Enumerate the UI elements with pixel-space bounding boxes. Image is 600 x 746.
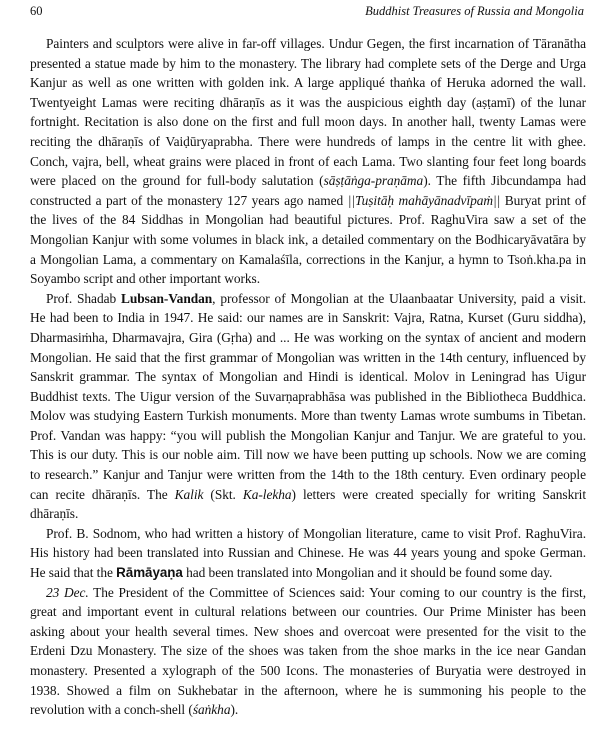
- text-run: , professor of Mongolian at the Ulaanbaatar University, paid a visit. He had been to India in 1947. He said: our names are in Sanskrit: Vajra, Ratna, Kurset (Guru siddha), Dharmasiṁha, Dharmavajra, Gira (Gṛha) and ... He was working on the syntax of ancient and modern Mongolian. He said that the first grammar of Mongolian was written in the 14th century, influenced by Sanskrit grammar. The syntax of Mongolian and Hindi is identical. Molov in Leningrad has Uigur Buddhist texts. The Uigur version of the Suvarṇaprabhāsa was published in the Bibliotheca Buddhica. Molov was studying Eastern Turkish monuments. More than twenty Lamas wrote sumbums in Tibetan. Prof. Vandan was happy: “you will publish the Mongolian Kanjur and Tanjur. We are grateful to you. This is our duty. This is our noble aim. Till now we have been putting up schools. Now we are coming to research.” Kanjur and Tanjur were written from the 14th to the 18th century. Even ordinary people can recite dhāraṇīs. The: [30, 290, 587, 502]
- italic-term: Ka-lekha: [242, 486, 292, 502]
- paragraph-23-dec: [30, 583, 586, 720]
- paragraph-monastery-visit: [30, 34, 586, 289]
- text-run: had been translated into Mongolian and it should be found some day.: [182, 565, 553, 581]
- text-run: Prof. B. Sodnom, who had written a history of Mongolian literature, came to visit Prof. RaghuVira. His history had been translated into Russian and Chinese. He was 44 years young and spoke German. He said that the: [30, 525, 586, 581]
- paragraph-sodnom: [30, 524, 586, 583]
- text-run: Buryat print of the lives of the 84 Siddhas in Mongolian had beautiful pictures. Prof. RaghuVira saw a set of the Mongolian Kanjur with some volumes in black ink, a detailed commentary on the Bodhicaryāvatāra by a Mongolian Lama, a commentary on Kamalaśīla, corrections in the Kanjur, a hymn to Tsoṅ.kha.pa in Soyambo script and other important works.: [30, 192, 586, 287]
- italic-term: sāṣṭāṅga-praṇāma: [323, 173, 424, 189]
- text-run: Painters and sculptors were alive in far-off villages. Undur Gegen, the first incarnation of Tāranātha presented a statue made by him to the monastery. The library had complete sets of the Derge and Urga Kanjur as well as one written with golden ink. A large appliqué thaṅka of Heruka adorned the wall. Twentyeight Lamas were reciting dhāraṇīs as it was the auspicious eighth day (aṣṭamī) of the lunar fortnight. Recitation is also done on the first and full moon days. In another hall, twenty Lamas were reciting the dhāraṇīs of Vaiḍūryaprabha. There were hundreds of lamps in the centre lit with ghee. Conch, vajra, bell, wheat grains were placed in front of each Lama. Two slanting four feet long boards were placed on the ground for full-body salutation (: [30, 36, 586, 189]
- italic-term: śaṅkha: [192, 702, 231, 718]
- page-number: 60: [30, 4, 43, 18]
- text-run: The President of the Committee of Sciences said: Your coming to our country is the first, great and important event in cultural relations between our countries. Our Prime Minister has been asking about your health several times. New shoes and overcoat were presented for the visit to the Erdeni Dzu Monastery. The size of the shoes was taken from the shoe marks in the ice near Gandan monastery. Presented a xylograph of the 500 Icons. The monasteries of Buryatia were destroyed in 1938. Showed a film on Sukhebatar in the afternoon, where he is summoning his people to the revolution with a conch-shell (: [30, 584, 586, 718]
- italic-term: Kalik: [174, 486, 204, 502]
- running-title: Buddhist Treasures of Russia and Mongolia: [365, 4, 584, 18]
- bold-title: Rāmāyaṇa: [116, 565, 183, 581]
- text-run: (Skt.: [203, 486, 243, 502]
- page-body: [30, 34, 586, 720]
- text-run: ) letters were created specially for writing Sanskrit dhāraṇīs.: [30, 486, 586, 522]
- paragraph-lubsan-vandan: [30, 289, 586, 524]
- running-header: [30, 4, 584, 22]
- text-run: Prof. Shadab: [46, 290, 121, 306]
- italic-term: ||Tuṣitāḥ mahāyānadvīpaṁ||: [347, 192, 501, 208]
- bold-name: Lubsan-Vandan: [121, 290, 213, 306]
- text-run: ). The fifth Jibcundampa had constructed a part of the monastery 127 years ago named: [30, 173, 586, 208]
- text-run: ).: [230, 702, 239, 718]
- italic-term: 23 Dec.: [46, 584, 89, 600]
